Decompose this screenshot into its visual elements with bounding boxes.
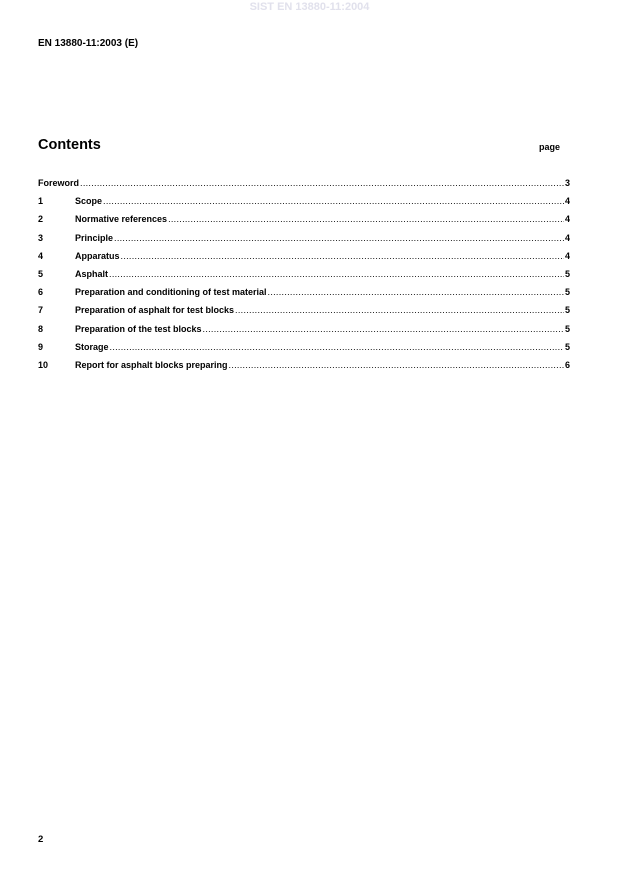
toc-entry-page: 5 bbox=[564, 305, 570, 316]
toc-entry-title: Apparatus bbox=[75, 250, 120, 261]
toc-dot-leader bbox=[229, 359, 564, 371]
toc-dot-leader bbox=[109, 268, 564, 280]
toc-entry-8[interactable] bbox=[38, 323, 570, 341]
toc-entry-title: Asphalt bbox=[75, 268, 109, 279]
toc-entry-title: Report for asphalt blocks preparing bbox=[75, 359, 228, 370]
toc-entry-number: 8 bbox=[38, 323, 44, 334]
toc-dot-leader bbox=[103, 195, 564, 207]
toc-entry-number: 4 bbox=[38, 250, 44, 261]
toc-entry-title: Preparation of the test blocks bbox=[75, 323, 202, 334]
toc-entry-page: 3 bbox=[564, 178, 570, 188]
toc-entry-title: Preparation of asphalt for test blocks bbox=[75, 305, 235, 316]
toc-entry-title: Preparation and conditioning of test material bbox=[75, 287, 267, 298]
toc-entry-number: 6 bbox=[38, 287, 44, 298]
toc-entry-3[interactable] bbox=[38, 232, 570, 250]
toc-dot-leader bbox=[168, 213, 564, 225]
toc-dot-leader bbox=[110, 341, 564, 353]
toc-entry-page: 5 bbox=[564, 341, 570, 352]
toc-entry-foreword[interactable] bbox=[38, 177, 570, 195]
toc-entry-page: 4 bbox=[564, 232, 570, 243]
toc-entry-title: Normative references bbox=[75, 214, 168, 225]
toc-entry-number: 2 bbox=[38, 214, 44, 225]
toc-entry-6[interactable] bbox=[38, 286, 570, 304]
toc-entry-number: 5 bbox=[38, 268, 44, 279]
toc-dot-leader bbox=[203, 323, 564, 335]
toc-entry-title: Storage bbox=[75, 341, 109, 352]
toc-dot-leader bbox=[235, 304, 564, 316]
toc-entry-page: 4 bbox=[564, 214, 570, 225]
toc-entry-7[interactable] bbox=[38, 304, 570, 322]
toc-entry-number: 1 bbox=[38, 196, 44, 207]
toc-entry-9[interactable] bbox=[38, 341, 570, 359]
toc-entry-page: 6 bbox=[564, 359, 570, 370]
document-identifier: EN 13880-11:2003 (E) bbox=[38, 38, 139, 49]
toc-dot-leader bbox=[114, 232, 564, 244]
toc-entry-title: Principle bbox=[75, 232, 114, 243]
toc-dot-leader bbox=[268, 286, 564, 298]
contents-heading: Contents bbox=[38, 137, 101, 153]
toc-entry-4[interactable] bbox=[38, 250, 570, 268]
toc-entry-title: Scope bbox=[75, 196, 103, 207]
toc-entry-10[interactable] bbox=[38, 359, 570, 377]
toc-entry-number: 10 bbox=[38, 359, 49, 370]
toc-entry-number: 7 bbox=[38, 305, 44, 316]
toc-entry-page: 4 bbox=[564, 250, 570, 261]
toc-entry-page: 5 bbox=[564, 287, 570, 298]
toc-entry-2[interactable] bbox=[38, 213, 570, 231]
watermark-text: SIST EN 13880-11:2004 bbox=[249, 1, 370, 13]
toc-entry-number: 9 bbox=[38, 341, 44, 352]
page-number: 2 bbox=[38, 834, 44, 845]
toc-entry-page: 4 bbox=[564, 196, 570, 207]
toc-entry-1[interactable] bbox=[38, 195, 570, 213]
toc-entry-page: 5 bbox=[564, 268, 570, 279]
toc-dot-leader bbox=[121, 250, 564, 262]
toc-entry-page: 5 bbox=[564, 323, 570, 334]
page-column-label: page bbox=[539, 142, 561, 152]
table-of-contents bbox=[38, 177, 570, 377]
toc-entry-5[interactable] bbox=[38, 268, 570, 286]
toc-dot-leader bbox=[80, 177, 564, 189]
toc-entry-title: Foreword bbox=[38, 178, 80, 188]
toc-entry-number: 3 bbox=[38, 232, 44, 243]
